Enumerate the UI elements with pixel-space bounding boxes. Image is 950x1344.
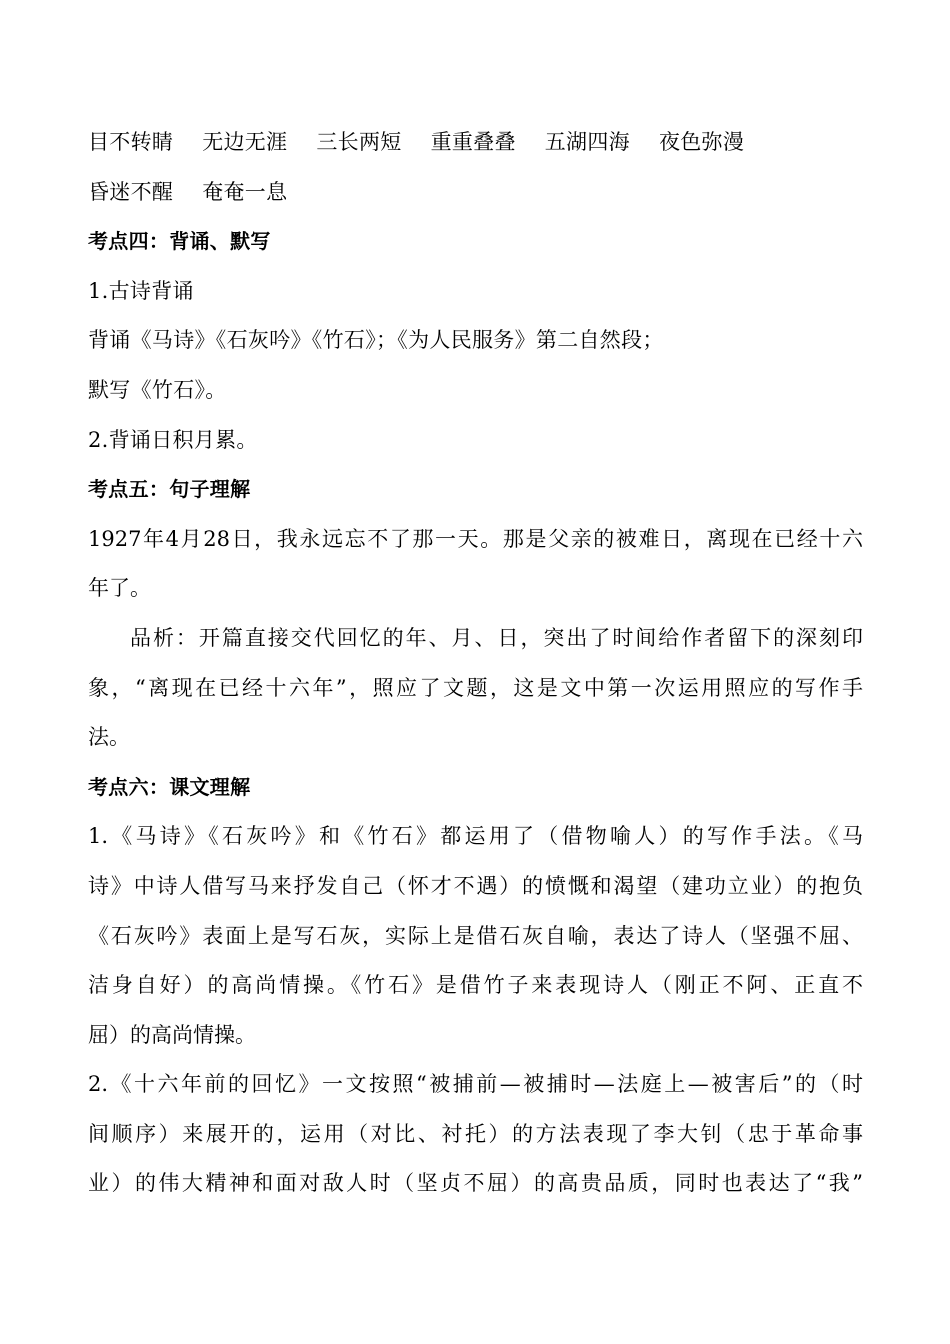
idiom-line-2 — [88, 168, 863, 218]
idiom-line-1 — [88, 118, 863, 168]
section-4-item-2: 2.背诵日积月累。 — [88, 427, 258, 452]
paragraph-2-line: 间顺序）来展开的，运用（对比、衬托）的方法表现了李大钊（忠于革命事 — [88, 1121, 863, 1146]
idiom: 无边无涯 — [202, 130, 288, 154]
paragraph-1-line: 诗》中诗人借写马来抒发自己（怀才不遇）的愤慨和渴望（建功立业）的抱负 — [88, 873, 863, 898]
paragraph-1-line: 屈）的高尚情操。 — [88, 1022, 256, 1047]
section-6-heading: 考点六：课文理解 — [88, 774, 251, 799]
sentence-line: 年了。 — [88, 576, 151, 601]
idiom: 奄奄一息 — [202, 179, 288, 204]
paragraph-2-line: 业）的伟大精神和面对敌人时（坚贞不屈）的高贵品质，同时也表达了“我” — [88, 1171, 863, 1196]
analysis-line: 法。 — [88, 725, 130, 750]
paragraph-1-line: 洁身自好）的高尚情操。《竹石》是借竹子来表现诗人（刚正不阿、正直不 — [88, 973, 863, 998]
section-4-write-line: 默写《竹石》。 — [88, 377, 227, 402]
idiom: 昏迷不醒 — [88, 179, 174, 204]
idiom: 五湖四海 — [544, 130, 630, 154]
section-5-heading: 考点五：句子理解 — [88, 477, 251, 502]
idiom: 重重叠叠 — [430, 130, 516, 154]
sentence-line: 1927年4月28日，我永远忘不了那一天。那是父亲的被难日，离现在已经十六 — [88, 526, 863, 551]
document-page — [88, 118, 863, 1209]
section-4-recite-line: 背诵《马诗》《石灰吟》《竹石》；《为人民服务》第二自然段； — [88, 328, 664, 353]
idiom: 目不转睛 — [88, 130, 174, 154]
idiom: 三长两短 — [316, 130, 402, 154]
paragraph-1-line: 1.《马诗》《石灰吟》和《竹石》都运用了（借物喻人）的写作手法。《马 — [88, 824, 863, 849]
analysis-line: 象，“离现在已经十六年”，照应了文题，这是文中第一次运用照应的写作手 — [88, 675, 863, 700]
section-4-item-1: 1.古诗背诵 — [88, 278, 194, 303]
section-4-heading: 考点四：背诵、默写 — [88, 229, 271, 254]
paragraph-1-line: 《石灰吟》表面上是写石灰，实际上是借石灰自喻，表达了诗人（坚强不屈、 — [88, 923, 863, 948]
idiom: 夜色弥漫 — [658, 130, 745, 154]
paragraph-2-line: 2.《十六年前的回忆》一文按照“被捕前—被捕时—法庭上—被害后”的（时 — [88, 1072, 863, 1097]
analysis-line: 品析：开篇直接交代回忆的年、月、日，突出了时间给作者留下的深刻印 — [130, 625, 863, 650]
